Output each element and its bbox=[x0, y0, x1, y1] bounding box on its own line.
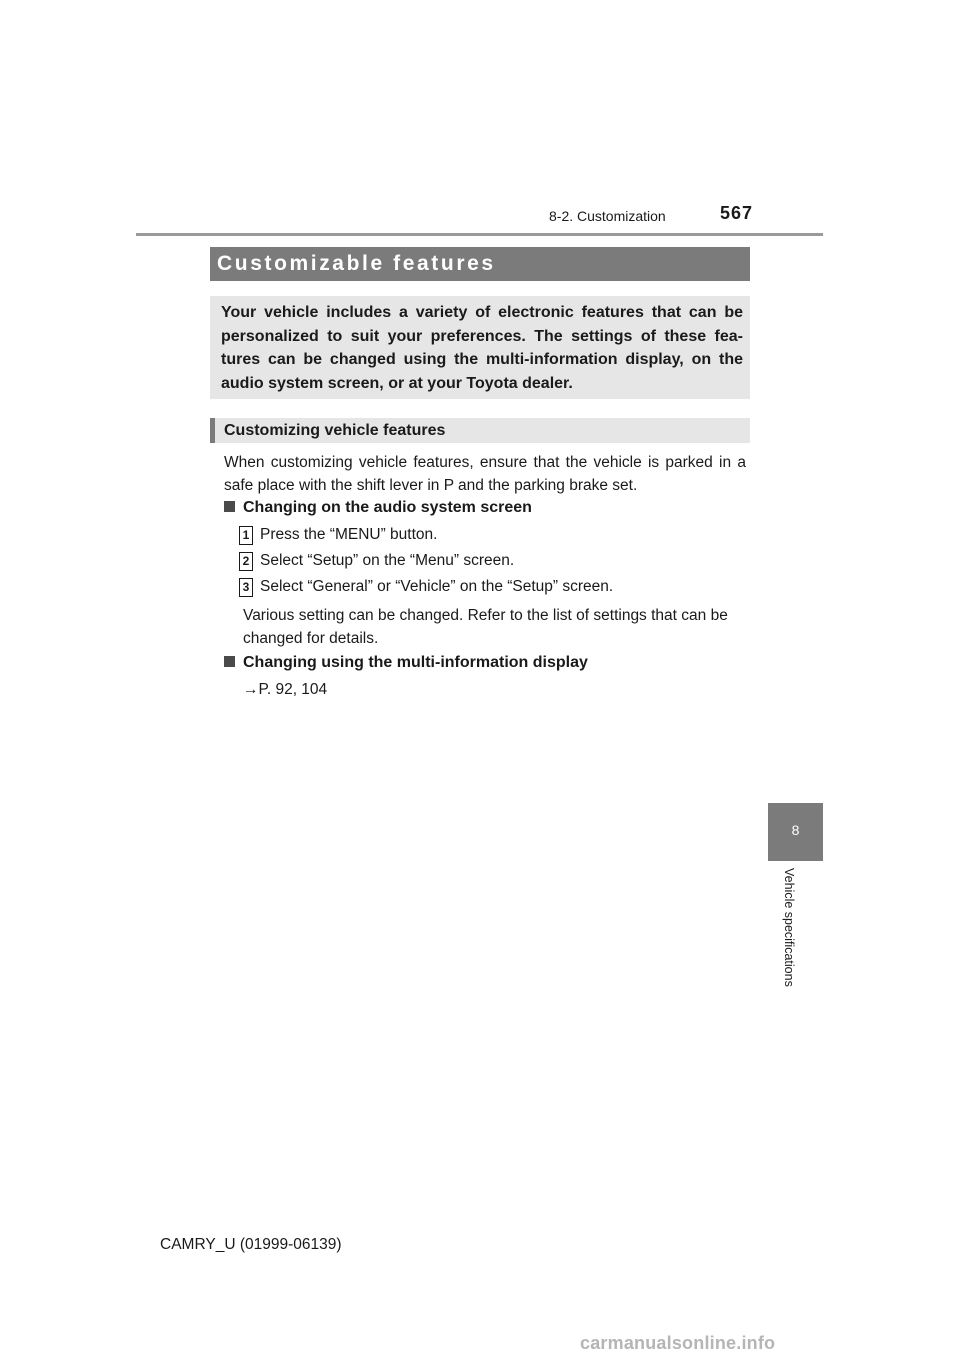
step-text: Select “Setup” on the “Menu” screen. bbox=[260, 552, 515, 569]
step-text: Press the “MENU” button. bbox=[260, 526, 438, 543]
page-number: 567 bbox=[720, 203, 754, 223]
mid-section-heading-text: Changing using the multi-information display bbox=[243, 654, 588, 671]
step-number-box: 1 bbox=[239, 526, 253, 545]
page-reference-link[interactable]: →P. 92, 104 bbox=[243, 681, 328, 698]
watermark-text: carmanualsonline.info bbox=[580, 1333, 776, 1353]
square-bullet-icon bbox=[224, 501, 235, 512]
intro-text: Your vehicle includes a variety of electronic features that can be personalized to suit your preferences. The settings of these fea- tures can be changed using the multi-information display, on the audio system screen, or at your Toyota dealer. bbox=[221, 304, 743, 392]
step-number-box: 2 bbox=[239, 552, 253, 571]
audio-section-heading-text: Changing on the audio system screen bbox=[243, 499, 532, 516]
square-bullet-icon bbox=[224, 656, 235, 667]
audio-section-note: Various setting can be changed. Refer to the list of settings that can be changed for details. bbox=[243, 607, 728, 647]
document-footer-code: CAMRY_U (01999-06139) bbox=[160, 1236, 342, 1253]
audio-section-heading bbox=[224, 499, 532, 517]
chapter-tab-label bbox=[768, 868, 796, 1018]
chapter-tab-label-text: Vehicle specifications bbox=[782, 868, 796, 987]
intro-box bbox=[210, 296, 750, 399]
chapter-tab[interactable] bbox=[768, 803, 823, 861]
subheading-bar bbox=[210, 418, 750, 443]
mid-section-heading bbox=[224, 654, 588, 672]
step-number-box: 3 bbox=[239, 578, 253, 597]
header-divider bbox=[136, 233, 823, 236]
body-paragraph: When customizing vehicle features, ensure that the vehicle is parked in a safe place with the shift lever in P and the parking brake set. bbox=[224, 454, 746, 494]
chapter-tab-number: 8 bbox=[791, 822, 800, 838]
page-title-bar bbox=[210, 247, 750, 281]
subheading: Customizing vehicle features bbox=[224, 422, 446, 439]
page-title: Customizable features bbox=[217, 252, 496, 275]
header-section-title: 8-2. Customization bbox=[549, 208, 666, 224]
step-text: Select “General” or “Vehicle” on the “Setup” screen. bbox=[260, 578, 614, 595]
